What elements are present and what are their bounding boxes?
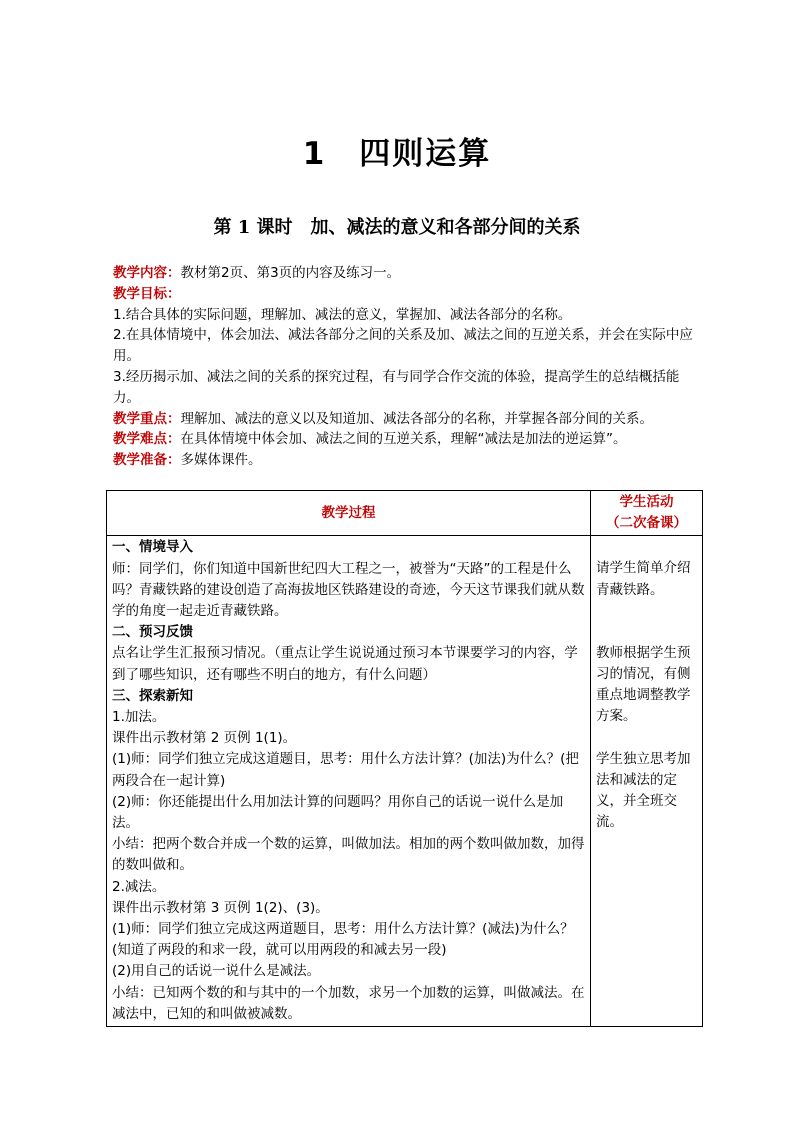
goal-item: 2.在具体情境中，体会加法、减法各部分之间的关系及加、减法之间的互逆关系，并会在实际中应用。	[113, 327, 693, 365]
process-line: (1)师：同学们独立完成这道题目，思考：用什么方法计算？(加法)为什么？(把两段合在一起计算)	[112, 751, 579, 789]
activity-note: 学生独立思考加法和减法的定义，并全班交流。	[596, 750, 691, 831]
activity-note: 教师根据学生预习的情况，有侧重点地调整教学方案。	[596, 644, 691, 725]
section-title: 三、探索新知	[112, 687, 193, 704]
lesson-subtitle: 第 1 课时 加、减法的意义和各部分间的关系	[213, 217, 581, 238]
teaching-goals-label	[113, 284, 693, 305]
header-activity-line1: 学生活动	[619, 494, 674, 510]
table-body-row	[107, 536, 703, 1027]
process-table	[106, 490, 703, 1027]
process-line: 小结：已知两个数的和与其中的一个加数，求另一个加数的运算，叫做减法。在减法中，已知的和叫做被减数。	[112, 984, 585, 1022]
process-line: 课件出示教材第 3 页例 1(2)、(3)。	[112, 899, 329, 916]
teaching-content-label: 教学内容：	[113, 265, 181, 281]
goals-label: 教学目标：	[113, 285, 181, 302]
activity-cell	[591, 536, 703, 1027]
process-line: 小结：把两个数合并成一个数的运算，叫做加法。相加的两个数叫做加数，加得的数叫做和。	[112, 836, 585, 874]
section-text: 师：同学们，你们知道中国新世纪四大工程之一，被誉为“天路”的工程是什么吗？青藏铁路的建设创造了高海拔地区铁路建设的奇迹，今天这节课我们就从数学的角度一起走近青藏铁路。	[112, 560, 585, 620]
teaching-content	[113, 263, 693, 284]
section-title: 二、预习反馈	[112, 624, 193, 641]
page-title: 1 四则运算	[302, 136, 492, 172]
teaching-key	[113, 409, 693, 430]
teaching-prep-label: 教学准备：	[113, 452, 181, 469]
table-header-row	[107, 491, 703, 536]
header-process: 教学过程	[107, 491, 591, 536]
process-cell	[107, 536, 591, 1027]
process-line: 2.减法。	[112, 878, 166, 895]
goal-item: 1.结合具体的实际问题，理解加、减法的意义，掌握加、减法各部分的名称。	[113, 306, 572, 323]
goal-item: 3.经历揭示加、减法之间的关系的探究过程，有与同学合作交流的体验，提高学生的总结概括能力。	[113, 368, 680, 406]
section-title: 一、情境导入	[112, 539, 193, 556]
teaching-prep	[113, 450, 693, 471]
teaching-content-text: 教材第2页、第3页的内容及练习一。	[180, 265, 401, 281]
process-line: (2)师：你还能提出什么用加法计算的问题吗？用你自己的话说一说什么是加法。	[112, 793, 564, 832]
lesson-meta	[113, 263, 693, 471]
teaching-prep-text: 多媒体课件。	[180, 452, 262, 469]
teaching-difficulty-label: 教学难点：	[113, 431, 181, 448]
header-activity	[591, 491, 703, 536]
process-line: (1)师：同学们独立完成这两道题目，思考：用什么方法计算？(减法)为什么？(知道了两段的和求一段，就可以用两段的和减去另一段)	[112, 921, 574, 959]
teaching-key-text: 理解加、减法的意义以及知道加、减法各部分的名称，并掌握各部分间的关系。	[180, 410, 653, 427]
section-text: 点名让学生汇报预习情况。（重点让学生说说通过预习本节课要学习的内容，学到了哪些知识，还有哪些不明白的地方，有什么问题）	[112, 645, 578, 683]
teaching-key-label: 教学重点：	[113, 410, 181, 427]
process-line: 1.加法。	[112, 709, 166, 726]
activity-note: 请学生简单介绍青藏铁路。	[596, 560, 691, 598]
process-line: 课件出示教材第 2 页例 1(1)。	[112, 730, 297, 747]
process-line: (2)用自己的话说一说什么是减法。	[112, 963, 321, 980]
header-activity-line2: （二次备课）	[606, 515, 687, 532]
teaching-difficulty-text: 在具体情境中体会加、减法之间的互逆关系，理解“减法是加法的逆运算”。	[180, 431, 627, 448]
teaching-difficulty	[113, 429, 693, 450]
